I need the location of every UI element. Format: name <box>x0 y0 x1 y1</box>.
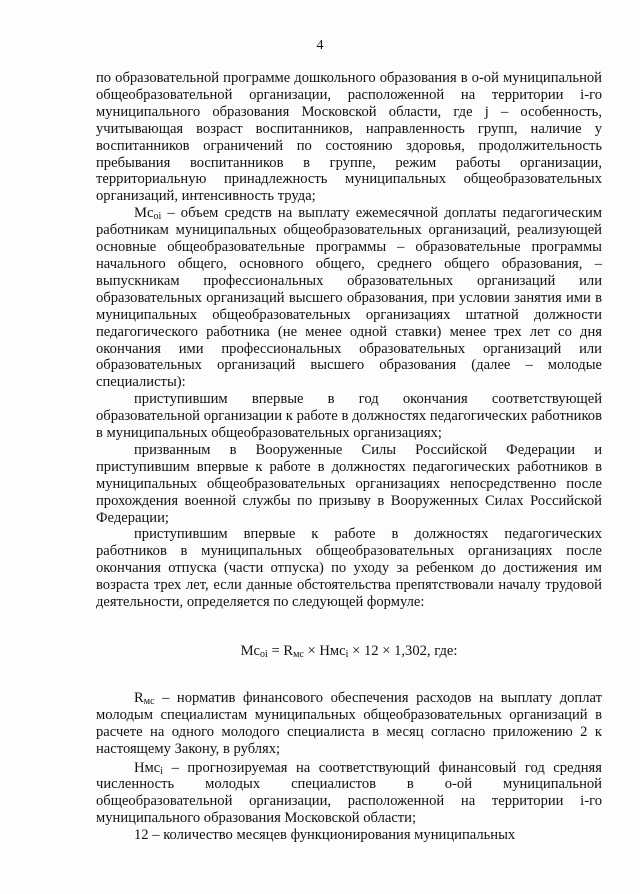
formula-lhs-sub: oi <box>260 649 268 660</box>
paragraph-2 <box>96 205 602 391</box>
formula-r: R <box>283 643 294 659</box>
formula-nmc-sub: i <box>345 649 349 660</box>
paragraph-4: призванным в Вооруженные Силы Российской Федерации и приступившим впервые к работе в должностях педагогических работников в муниципальных общеобразовательных организациях непосредственно после прохождения военной службы по призыву в Вооруженных Силах Российской Федерации; <box>96 441 602 526</box>
formula-times: × <box>303 643 320 659</box>
paragraph-3: приступившим впервые в год окончания соответствующей образовательной организации к работе в должностях педагогических работников в муниципальных общеобразовательных организациях; <box>96 391 602 442</box>
paragraph-8: 12 – количество месяцев функционирования муниципальных <box>134 827 516 844</box>
formula <box>96 643 602 660</box>
formula-eq: = <box>267 643 284 659</box>
page-number: 4 <box>316 38 324 53</box>
formula-nmc: Нмс <box>319 643 346 659</box>
formula-r-sub: мс <box>293 649 304 660</box>
formula-lhs: Мс <box>240 643 261 659</box>
paragraph-7 <box>96 760 602 828</box>
symbol-mc: Мс <box>134 205 154 222</box>
paragraph-6-text: – норматив финансового обеспечения расходов на выплату доплат молодым специалистам муниципальных общеобразовательных организаций в расчете на одного молодого специалиста в месяц согласно приложению 2 к настоящему Закону, в рублях; <box>96 689 602 757</box>
paragraph-5: приступившим впервые к работе в должностях педагогических работников в муниципальных общеобразовательных организациях после окончания отпуска (части отпуска) по уходу за ребенком до достижения им возраста трех лет, если данные обстоятельства препятствовали началу трудовой деятельности, определяется по следующей формуле: <box>96 526 602 611</box>
symbol-r-sub: мс <box>143 695 155 707</box>
symbol-nmc: Нмс <box>134 759 161 776</box>
paragraph-6 <box>96 690 602 758</box>
paragraph-2-text: – объем средств на выплату ежемесячной доплаты педагогическим работникам муниципальных общеобразовательных организаций, реализующей основные общеобразовательные программы – образовательные программы начального общего, основного общего, среднего общего образования, – выпускникам профессиональных образовательных организаций или образовательных организаций высшего образования, при условии занятия ими в муниципальных общеобразовательных организациях штатной должности педагогического работника (не менее одной ставки) менее трех лет со дня окончания ими профессиональных образовательных организаций или образовательных организаций высшего образования (далее – молодые специалисты): <box>96 205 602 391</box>
paragraph-7-text: – прогнозируемая на соответствующий финансовый год средняя численность молодых специалистов в о-ой муниципальной общеобразовательной организации, расположенной на территории i-го муниципального образования Московской области; <box>96 759 602 827</box>
paragraph-1: по образовательной программе дошкольного образования в о-ой муниципальной общеобразовательной организации, расположенной на территории i-го муниципального образования Московской области, где j – особенность, учитывающая возраст воспитанников, направленность групп, наличие у воспитанников ограничений по состоянию здоровья, продолжительность пребывания воспитанников в группе, режим работы организации, территориальную принадлежность муниципальных общеобразовательных организаций, интенсивность труда; <box>96 70 602 205</box>
document-body <box>96 70 602 844</box>
formula-rest: × 12 × 1,302, где: <box>348 643 458 659</box>
symbol-nmc-sub: i <box>160 765 164 777</box>
symbol-mc-sub: oi <box>153 211 162 223</box>
symbol-r: R <box>134 689 144 706</box>
